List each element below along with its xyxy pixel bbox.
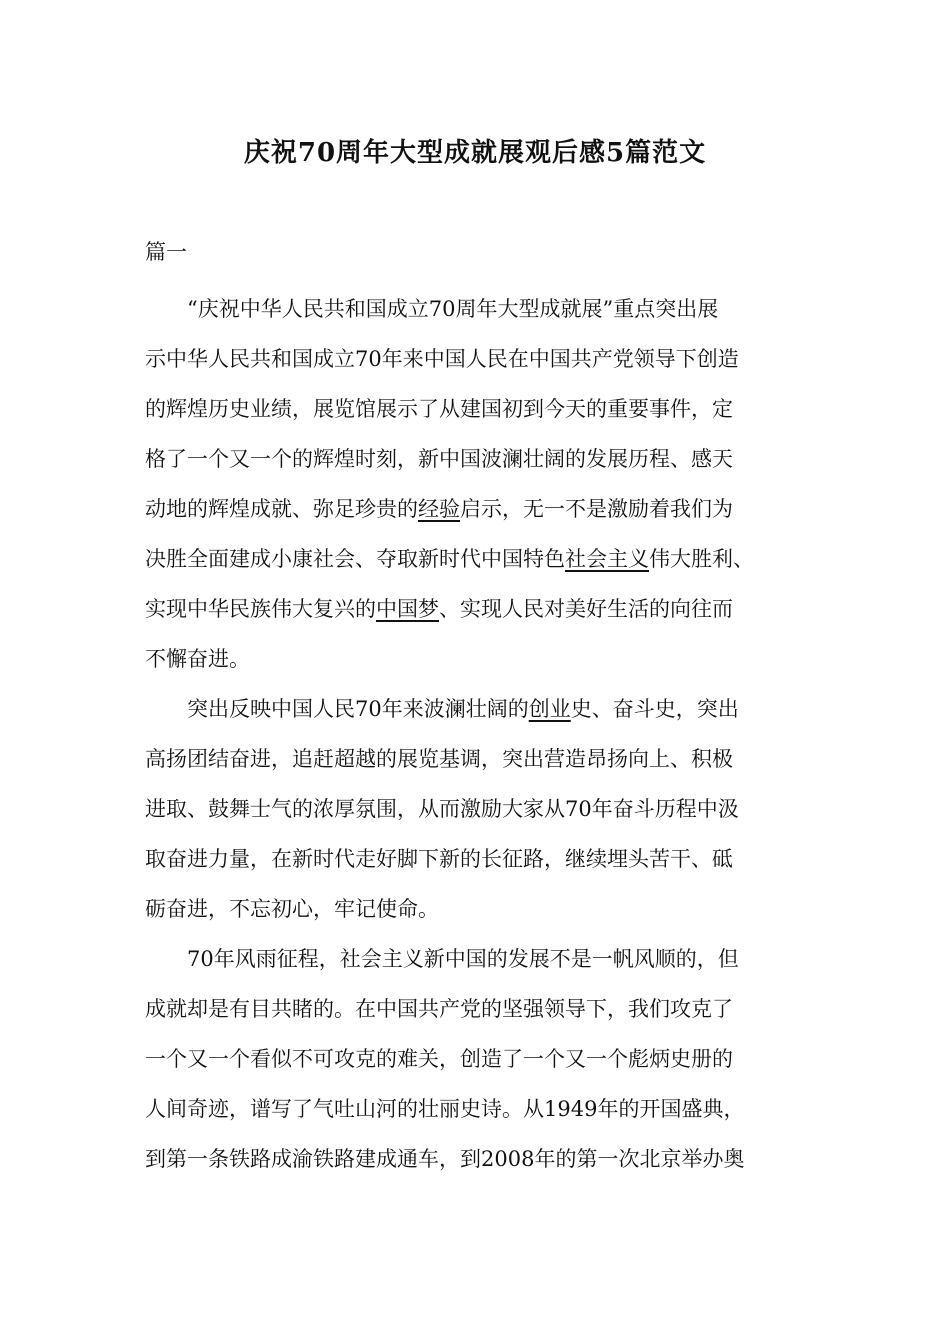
underlined-term: 经验	[418, 497, 460, 521]
text-segment: 启示，无一不是激励着我们为	[460, 497, 733, 521]
paragraph	[145, 684, 795, 934]
text-line	[145, 834, 795, 884]
text-line	[145, 284, 795, 334]
text-segment: 、实现人民对美好生活的向往而	[439, 597, 733, 621]
text-line	[145, 684, 795, 734]
text-segment: 取奋进力量，在新时代走好脚下新的长征路，继续埋头苦干、砥	[145, 847, 733, 871]
text-segment: 砺奋进，不忘初心，牢记使命。	[145, 897, 439, 921]
text-line	[145, 734, 795, 784]
text-segment: 人间奇迹，谱写了气吐山河的壮丽史诗。从1949年的开国盛典，	[145, 1097, 745, 1121]
text-line	[145, 484, 795, 534]
text-segment: 不懈奋进。	[145, 647, 250, 671]
text-segment: 一个又一个看似不可攻克的难关，创造了一个又一个彪炳史册的	[145, 1047, 733, 1071]
text-line	[145, 584, 795, 634]
document-title: 庆祝70周年大型成就展观后感5篇范文	[243, 138, 707, 168]
text-line	[145, 1134, 795, 1184]
text-line	[145, 534, 795, 584]
text-line	[145, 434, 795, 484]
text-segment: 动地的辉煌成就、弥足珍贵的	[145, 497, 418, 521]
text-segment: 到第一条铁路成渝铁路建成通车，到2008年的第一次北京举办奥	[145, 1147, 745, 1171]
text-segment: 突出反映中国人民70年来波澜壮阔的	[187, 697, 529, 721]
paragraph	[145, 284, 795, 684]
text-segment: 成就却是有目共睹的。在中国共产党的坚强领导下，我们攻克了	[145, 997, 733, 1021]
text-segment: 高扬团结奋进，追赶超越的展览基调，突出营造昂扬向上、积极	[145, 747, 733, 771]
paragraph	[145, 934, 795, 1184]
text-segment: 实现中华民族伟大复兴的	[145, 597, 376, 621]
text-segment: 的辉煌历史业绩，展览馆展示了从建国初到今天的重要事件，定	[145, 397, 733, 421]
text-line	[145, 634, 795, 684]
section-label: 篇一	[145, 240, 187, 264]
text-line	[145, 884, 795, 934]
underlined-term: 社会主义	[565, 547, 649, 571]
text-line	[145, 784, 795, 834]
text-segment: 示中华人民共和国成立70年来中国人民在中国共产党领导下创造	[145, 347, 739, 371]
text-line	[145, 334, 795, 384]
text-segment: “庆祝中华人民共和国成立70周年大型成就展”重点突出展	[187, 297, 719, 321]
text-segment: 格了一个又一个的辉煌时刻，新中国波澜壮阔的发展历程、感天	[145, 447, 733, 471]
text-line	[145, 934, 795, 984]
text-line	[145, 1034, 795, 1084]
text-segment: 决胜全面建成小康社会、夺取新时代中国特色	[145, 547, 565, 571]
text-line	[145, 984, 795, 1034]
text-segment: 进取、鼓舞士气的浓厚氛围，从而激励大家从70年奋斗历程中汲	[145, 797, 739, 821]
text-line	[145, 1084, 795, 1134]
underlined-term: 创业	[528, 697, 571, 721]
text-line	[145, 384, 795, 434]
text-segment: 伟大胜利、	[649, 547, 754, 571]
text-segment: 史、奋斗史，突出	[570, 697, 739, 721]
underlined-term: 中国梦	[376, 597, 439, 621]
document-body	[145, 284, 795, 1184]
text-segment: 70年风雨征程，社会主义新中国的发展不是一帆风顺的，但	[187, 947, 739, 971]
